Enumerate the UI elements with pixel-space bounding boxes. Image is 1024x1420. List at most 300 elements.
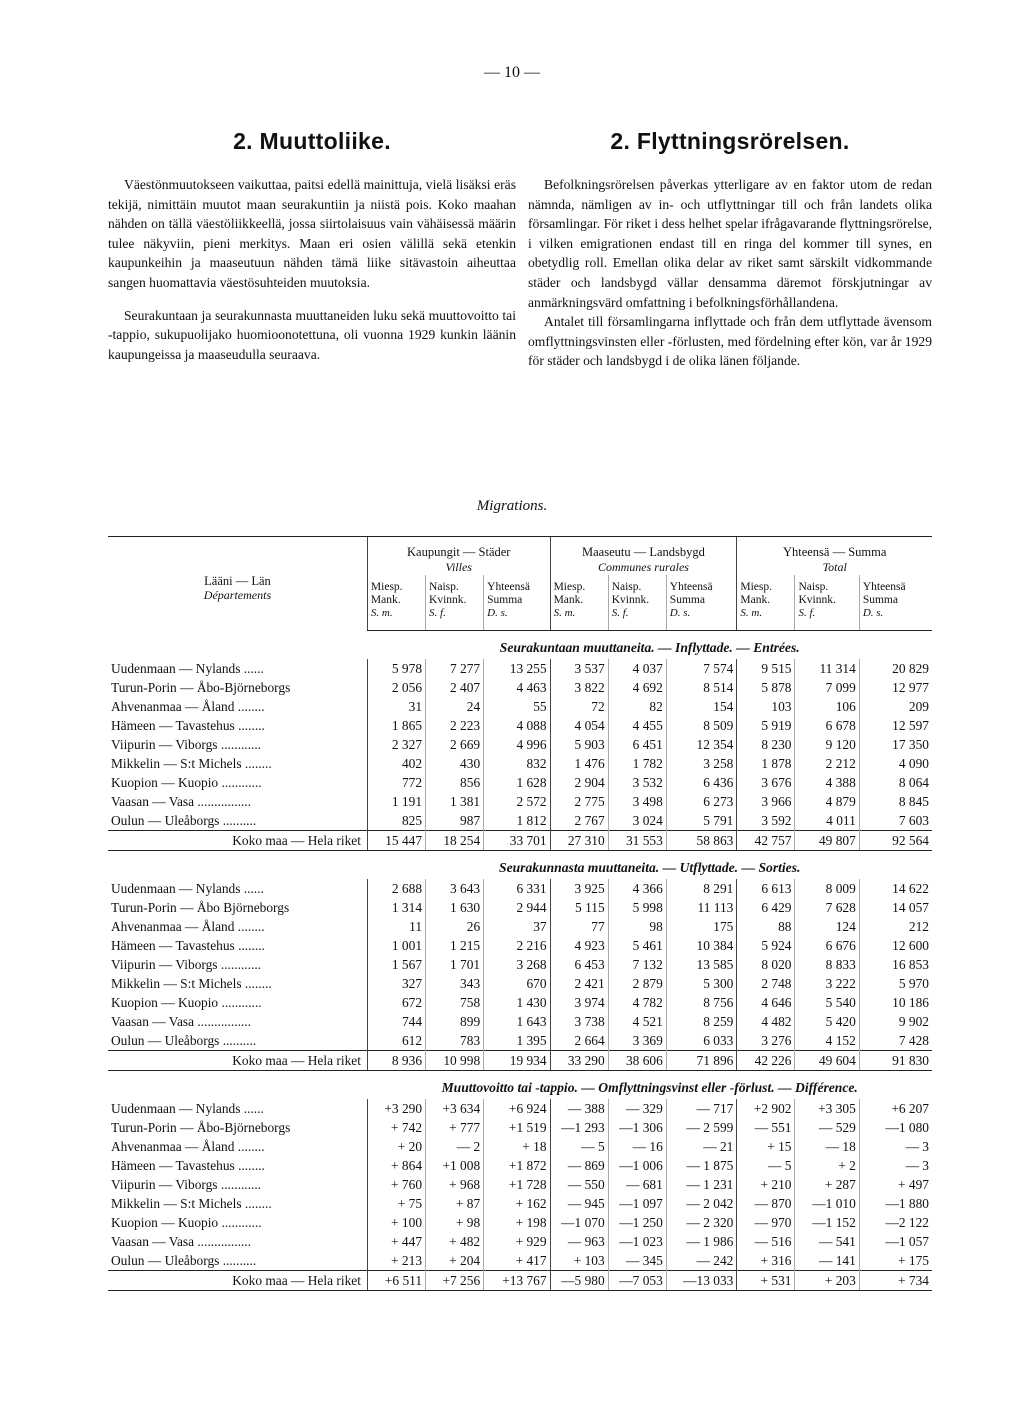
table-cell: 612	[367, 1031, 425, 1051]
table-cell: 77	[550, 917, 608, 936]
department-name: Oulun — Uleåborgs ..........	[111, 1033, 257, 1048]
table-cell: 8 514	[666, 678, 737, 697]
table-cell: 2 664	[550, 1031, 608, 1051]
table-cell: 16 853	[859, 955, 932, 974]
table-cell: + 87	[426, 1194, 484, 1213]
table-cell: 8 845	[859, 792, 932, 811]
table-cell: 6 033	[666, 1031, 737, 1051]
table-cell: 4 054	[550, 716, 608, 735]
table-cell: 3 537	[550, 659, 608, 678]
total-row	[108, 831, 932, 851]
department-name: Uudenmaan — Nylands ......	[111, 1101, 264, 1116]
table-cell: 7 628	[795, 898, 859, 917]
table-cell: 124	[795, 917, 859, 936]
department-name: Oulun — Uleåborgs ..........	[111, 1253, 257, 1268]
department-name: Kuopion — Kuopio ............	[111, 1215, 262, 1230]
table-cell: — 717	[666, 1099, 737, 1118]
table-cell: 5 300	[666, 974, 737, 993]
column-subheader: Miesp. Mank. S. m.	[367, 575, 425, 631]
table-cell: — 550	[550, 1175, 608, 1194]
table-cell: +1 008	[426, 1156, 484, 1175]
table-cell: 1 865	[367, 716, 425, 735]
table-cell: — 16	[608, 1137, 666, 1156]
swedish-paragraph-2: Antalet till församlingarna inflyttade och från dem utflyttade ävensom omflyttningsvinsten eller -förlusten, med fördelning efter kön, var år 1929 för städer och landsbygd i de olika länen följande.	[528, 314, 932, 369]
table-cell: 1 215	[426, 936, 484, 955]
table-cell: 8 509	[666, 716, 737, 735]
table-cell: 5 970	[859, 974, 932, 993]
table-cell: 5 878	[737, 678, 795, 697]
table-cell: 6 273	[666, 792, 737, 811]
table-cell: + 968	[426, 1175, 484, 1194]
table-cell: 4 521	[608, 1012, 666, 1031]
table-cell: 3 498	[608, 792, 666, 811]
table-cell: 832	[484, 754, 550, 773]
table-row	[108, 754, 932, 773]
table-cell: 2 216	[484, 936, 550, 955]
table-cell: 3 268	[484, 955, 550, 974]
table-cell: —7 053	[608, 1271, 666, 1291]
table-cell: —1 006	[608, 1156, 666, 1175]
table-cell: —1 010	[795, 1194, 859, 1213]
table-cell: — 329	[608, 1099, 666, 1118]
table-cell: 42 757	[737, 831, 795, 851]
table-cell: + 417	[484, 1251, 550, 1271]
table-cell: 7 277	[426, 659, 484, 678]
table-cell: 8 009	[795, 879, 859, 898]
table-cell: +6 207	[859, 1099, 932, 1118]
department-name: Turun-Porin — Åbo-Björneborgs	[111, 680, 291, 695]
table-cell: 13 255	[484, 659, 550, 678]
table-cell: — 870	[737, 1194, 795, 1213]
table-cell: 98	[608, 917, 666, 936]
table-cell: 2 407	[426, 678, 484, 697]
table-cell: +3 290	[367, 1099, 425, 1118]
table-cell: + 482	[426, 1232, 484, 1251]
table-cell: — 18	[795, 1137, 859, 1156]
table-cell: —13 033	[666, 1271, 737, 1291]
table-cell: 4 152	[795, 1031, 859, 1051]
department-name: Ahvenanmaa — Åland ........	[111, 1139, 265, 1154]
table-cell: 88	[737, 917, 795, 936]
table-cell: — 21	[666, 1137, 737, 1156]
table-cell: 3 822	[550, 678, 608, 697]
table-cell: 8 833	[795, 955, 859, 974]
table-cell: 3 966	[737, 792, 795, 811]
table-row	[108, 697, 932, 716]
table-cell: +1 519	[484, 1118, 550, 1137]
table-cell: + 75	[367, 1194, 425, 1213]
table-cell: 744	[367, 1012, 425, 1031]
table-title: Migrations.	[476, 498, 548, 514]
table-cell: + 100	[367, 1213, 425, 1232]
table-cell: 1 476	[550, 754, 608, 773]
table-cell: — 5	[737, 1156, 795, 1175]
table-cell: + 203	[795, 1271, 859, 1291]
table-cell: 42 226	[737, 1051, 795, 1071]
table-cell: 3 974	[550, 993, 608, 1012]
table-cell: 987	[426, 811, 484, 831]
table-cell: 2 944	[484, 898, 550, 917]
total-row	[108, 1051, 932, 1071]
table-cell: — 541	[795, 1232, 859, 1251]
table-cell: 5 998	[608, 898, 666, 917]
department-name: Oulun — Uleåborgs ..........	[111, 813, 257, 828]
table-cell: + 213	[367, 1251, 425, 1271]
table-cell: 3 643	[426, 879, 484, 898]
table-cell: 1 782	[608, 754, 666, 773]
table-cell: +7 256	[426, 1271, 484, 1291]
table-cell: 758	[426, 993, 484, 1012]
table-cell: 3 592	[737, 811, 795, 831]
table-row	[108, 974, 932, 993]
table-cell: 14 057	[859, 898, 932, 917]
table-cell: 6 429	[737, 898, 795, 917]
table-row	[108, 1137, 932, 1156]
table-cell: 20 829	[859, 659, 932, 678]
page-number: — 10 —	[484, 64, 540, 81]
table-cell: 10 186	[859, 993, 932, 1012]
table-cell: + 2	[795, 1156, 859, 1175]
table-cell: + 18	[484, 1137, 550, 1156]
table-cell: 5 420	[795, 1012, 859, 1031]
table-cell: —1 097	[608, 1194, 666, 1213]
table-cell: — 529	[795, 1118, 859, 1137]
table-cell: 825	[367, 811, 425, 831]
table-cell: 1 630	[426, 898, 484, 917]
table-row	[108, 1213, 932, 1232]
table-cell: — 551	[737, 1118, 795, 1137]
swedish-paragraph-1: Befolkningsrörelsen påverkas ytterligare av en faktor utom de redan nämnda, nämligen av in- och utflyttningar till och från landets olika församlingar. För riket i dess helhet spelar ifrågavarande flyttningsrörelse, i vilken emigrationen endast till en ringa del kommer till synes, en obetydlig roll. Emellan olika delar av riket samt särskilt vidkommande städer och landsbygd vällar densamma däremot förskjutningar av anmärkningsvärd omfattning i befolkningsförhållandena.	[528, 177, 932, 310]
table-cell: 58 863	[666, 831, 737, 851]
table-cell: +1 872	[484, 1156, 550, 1175]
table-cell: 2 212	[795, 754, 859, 773]
table-cell: 9 120	[795, 735, 859, 754]
table-cell: —1 880	[859, 1194, 932, 1213]
table-cell: 430	[426, 754, 484, 773]
table-cell: + 864	[367, 1156, 425, 1175]
table-cell: 26	[426, 917, 484, 936]
table-cell: 71 896	[666, 1051, 737, 1071]
table-cell: 33 290	[550, 1051, 608, 1071]
table-cell: 2 421	[550, 974, 608, 993]
column-subheader: Miesp. Mank. S. m.	[550, 575, 608, 631]
department-name: Mikkelin — S:t Michels ........	[111, 976, 272, 991]
table-cell: 8 936	[367, 1051, 425, 1071]
table-cell: 2 767	[550, 811, 608, 831]
table-cell: 4 463	[484, 678, 550, 697]
table-row	[108, 659, 932, 678]
table-row	[108, 879, 932, 898]
table-cell: —1 057	[859, 1232, 932, 1251]
column-subheader: Naisp. Kvinnk. S. f.	[608, 575, 666, 631]
table-cell: 17 350	[859, 735, 932, 754]
table-cell: 8 291	[666, 879, 737, 898]
table-cell: 6 451	[608, 735, 666, 754]
table-cell: 3 024	[608, 811, 666, 831]
group-header-rural: Maaseutu — Landsbygd Communes rurales	[550, 537, 737, 576]
table-cell: + 531	[737, 1271, 795, 1291]
table-cell: + 316	[737, 1251, 795, 1271]
table-cell: 72	[550, 697, 608, 716]
table-cell: 402	[367, 754, 425, 773]
table-cell: 2 904	[550, 773, 608, 792]
table-cell: 2 879	[608, 974, 666, 993]
table-cell: 6 613	[737, 879, 795, 898]
table-cell: —1 070	[550, 1213, 608, 1232]
table-cell: 4 482	[737, 1012, 795, 1031]
department-name: Kuopion — Kuopio ............	[111, 775, 262, 790]
table-cell: — 1 986	[666, 1232, 737, 1251]
table-cell: 772	[367, 773, 425, 792]
table-cell: 6 453	[550, 955, 608, 974]
table-cell: 15 447	[367, 831, 425, 851]
department-name: Mikkelin — S:t Michels ........	[111, 756, 272, 771]
table-cell: 5 903	[550, 735, 608, 754]
table-cell: + 777	[426, 1118, 484, 1137]
column-subheader: Yhteensä Summa D. s.	[666, 575, 737, 631]
table-row	[108, 811, 932, 831]
table-cell: + 760	[367, 1175, 425, 1194]
finnish-paragraph-2: Seurakuntaan ja seurakunnasta muuttaneiden luku sekä muuttovoitto tai -tappio, sukupuolijako huomioonotettuna, oli vuonna 1929 kunkin läänin kaupungeissa ja maaseudulla seuraava.	[108, 307, 516, 362]
table-cell: 8 064	[859, 773, 932, 792]
table-cell: 670	[484, 974, 550, 993]
table-cell: —1 306	[608, 1118, 666, 1137]
table-cell: 11	[367, 917, 425, 936]
table-cell: 1 314	[367, 898, 425, 917]
table-cell: — 388	[550, 1099, 608, 1118]
department-header-fr: Départements	[203, 587, 272, 602]
table-cell: 3 676	[737, 773, 795, 792]
table-cell: + 497	[859, 1175, 932, 1194]
table-cell: 4 388	[795, 773, 859, 792]
table-cell: 2 572	[484, 792, 550, 811]
table-cell: 2 688	[367, 879, 425, 898]
table-cell: — 963	[550, 1232, 608, 1251]
table-cell: +3 305	[795, 1099, 859, 1118]
table-cell: 9 902	[859, 1012, 932, 1031]
table-cell: 3 258	[666, 754, 737, 773]
table-cell: — 3	[859, 1137, 932, 1156]
table-cell: —1 023	[608, 1232, 666, 1251]
table-cell: 5 978	[367, 659, 425, 678]
table-row	[108, 898, 932, 917]
table-cell: 12 354	[666, 735, 737, 754]
section-title: Seurakunnasta muuttaneita. — Utflyttade. — Sorties.	[499, 860, 801, 875]
table-cell: 10 384	[666, 936, 737, 955]
table-cell: 1 191	[367, 792, 425, 811]
table-cell: 8 756	[666, 993, 737, 1012]
table-cell: — 1 231	[666, 1175, 737, 1194]
table-cell: 327	[367, 974, 425, 993]
table-row	[108, 773, 932, 792]
table-cell: 19 934	[484, 1051, 550, 1071]
table-cell: 3 369	[608, 1031, 666, 1051]
table-cell: 4 923	[550, 936, 608, 955]
table-cell: 212	[859, 917, 932, 936]
group-header-total: Yhteensä — Summa Total	[737, 537, 932, 576]
table-cell: — 5	[550, 1137, 608, 1156]
section-header	[108, 851, 932, 880]
table-cell: — 681	[608, 1175, 666, 1194]
table-cell: + 103	[550, 1251, 608, 1271]
group-header-cities: Kaupungit — Städer Villes	[367, 537, 550, 576]
finnish-column	[108, 128, 516, 364]
department-name: Hämeen — Tavastehus ........	[111, 718, 265, 733]
migration-table	[108, 536, 932, 1291]
table-cell: 1 567	[367, 955, 425, 974]
table-cell: 33 701	[484, 831, 550, 851]
table-cell: 2 748	[737, 974, 795, 993]
table-cell: 5 461	[608, 936, 666, 955]
table-cell: 11 314	[795, 659, 859, 678]
table-cell: 4 692	[608, 678, 666, 697]
column-subheader: Miesp. Mank. S. m.	[737, 575, 795, 631]
table-cell: + 204	[426, 1251, 484, 1271]
table-cell: 5 924	[737, 936, 795, 955]
table-cell: 6 436	[666, 773, 737, 792]
table-cell: 1 643	[484, 1012, 550, 1031]
table-cell: 2 669	[426, 735, 484, 754]
table-cell: 175	[666, 917, 737, 936]
table-cell: 8 230	[737, 735, 795, 754]
table-cell: + 15	[737, 1137, 795, 1156]
table-row	[108, 1251, 932, 1271]
table-cell: +3 634	[426, 1099, 484, 1118]
department-name: Ahvenanmaa — Åland ........	[111, 699, 265, 714]
department-name: Viipurin — Viborgs ............	[111, 737, 262, 752]
department-name: Viipurin — Viborgs ............	[111, 957, 262, 972]
department-name: Uudenmaan — Nylands ......	[111, 661, 264, 676]
table-cell: + 210	[737, 1175, 795, 1194]
table-cell: —1 250	[608, 1213, 666, 1232]
table-cell: 82	[608, 697, 666, 716]
department-name: Uudenmaan — Nylands ......	[111, 881, 264, 896]
swedish-column	[528, 128, 932, 371]
table-cell: 31 553	[608, 831, 666, 851]
table-cell: 12 600	[859, 936, 932, 955]
department-header	[108, 537, 367, 631]
table-row	[108, 917, 932, 936]
table-cell: 4 782	[608, 993, 666, 1012]
department-name: Mikkelin — S:t Michels ........	[111, 1196, 272, 1211]
table-cell: 4 646	[737, 993, 795, 1012]
table-cell: 2 775	[550, 792, 608, 811]
column-subheader: Yhteensä Summa D. s.	[859, 575, 932, 631]
table-cell: 4 090	[859, 754, 932, 773]
table-row	[108, 936, 932, 955]
table-row	[108, 792, 932, 811]
table-cell: 4 455	[608, 716, 666, 735]
table-cell: — 1 875	[666, 1156, 737, 1175]
table-row	[108, 735, 932, 754]
table-cell: 9 515	[737, 659, 795, 678]
table-row	[108, 1175, 932, 1194]
column-subheader: Naisp. Kvinnk. S. f.	[795, 575, 859, 631]
table-cell: —5 980	[550, 1271, 608, 1291]
department-name: Hämeen — Tavastehus ........	[111, 1158, 265, 1173]
table-cell: + 198	[484, 1213, 550, 1232]
table-cell: 672	[367, 993, 425, 1012]
table-cell: 38 606	[608, 1051, 666, 1071]
table-cell: — 2 599	[666, 1118, 737, 1137]
table-cell: 2 327	[367, 735, 425, 754]
table-cell: 103	[737, 697, 795, 716]
table-cell: —1 152	[795, 1213, 859, 1232]
swedish-heading: 2. Flyttningsrörelsen.	[610, 128, 850, 154]
table-cell: 1 812	[484, 811, 550, 831]
total-row	[108, 1271, 932, 1291]
table-cell: 1 878	[737, 754, 795, 773]
table-cell: 11 113	[666, 898, 737, 917]
table-cell: — 2 042	[666, 1194, 737, 1213]
table-cell: + 287	[795, 1175, 859, 1194]
table-row	[108, 678, 932, 697]
table-cell: — 242	[666, 1251, 737, 1271]
table-cell: 13 585	[666, 955, 737, 974]
table-cell: + 20	[367, 1137, 425, 1156]
department-name: Koko maa — Hela riket	[108, 831, 367, 851]
table-cell: + 734	[859, 1271, 932, 1291]
table-cell: 6 331	[484, 879, 550, 898]
table-cell: + 742	[367, 1118, 425, 1137]
table-row	[108, 1012, 932, 1031]
table-cell: +13 767	[484, 1271, 550, 1291]
table-cell: + 175	[859, 1251, 932, 1271]
table-cell: 31	[367, 697, 425, 716]
section-title: Muuttovoitto tai -tappio. — Omflyttningsvinst eller -förlust. — Différence.	[441, 1080, 858, 1095]
table-cell: 106	[795, 697, 859, 716]
table-row	[108, 1099, 932, 1118]
table-cell: +2 902	[737, 1099, 795, 1118]
table-cell: 7 099	[795, 678, 859, 697]
table-cell: 12 977	[859, 678, 932, 697]
table-cell: 2 223	[426, 716, 484, 735]
table-row	[108, 1156, 932, 1175]
table-cell: 209	[859, 697, 932, 716]
table-cell: 55	[484, 697, 550, 716]
table-cell: —1 293	[550, 1118, 608, 1137]
table-row	[108, 1232, 932, 1251]
table-cell: 5 540	[795, 993, 859, 1012]
table-cell: +6 924	[484, 1099, 550, 1118]
table-cell: 4 366	[608, 879, 666, 898]
department-name: Koko maa — Hela riket	[108, 1271, 367, 1291]
table-row	[108, 1118, 932, 1137]
table-cell: — 516	[737, 1232, 795, 1251]
table-cell: 18 254	[426, 831, 484, 851]
table-row	[108, 955, 932, 974]
department-name: Koko maa — Hela riket	[108, 1051, 367, 1071]
table-cell: — 945	[550, 1194, 608, 1213]
table-cell: 1 628	[484, 773, 550, 792]
table-cell: 783	[426, 1031, 484, 1051]
table-cell: 10 998	[426, 1051, 484, 1071]
table-row	[108, 1031, 932, 1051]
table-cell: 899	[426, 1012, 484, 1031]
table-cell: 5 919	[737, 716, 795, 735]
table-cell: 7 132	[608, 955, 666, 974]
table-cell: 1 395	[484, 1031, 550, 1051]
table-cell: 6 676	[795, 936, 859, 955]
table-cell: — 2	[426, 1137, 484, 1156]
section-title: Seurakuntaan muuttaneita. — Inflyttade. — Entrées.	[499, 640, 800, 655]
table-cell: 856	[426, 773, 484, 792]
department-name: Turun-Porin — Åbo Björneborgs	[111, 900, 290, 915]
table-cell: 49 807	[795, 831, 859, 851]
table-cell: —1 080	[859, 1118, 932, 1137]
department-name: Vaasan — Vasa ................	[111, 1014, 251, 1029]
table-cell: 24	[426, 697, 484, 716]
